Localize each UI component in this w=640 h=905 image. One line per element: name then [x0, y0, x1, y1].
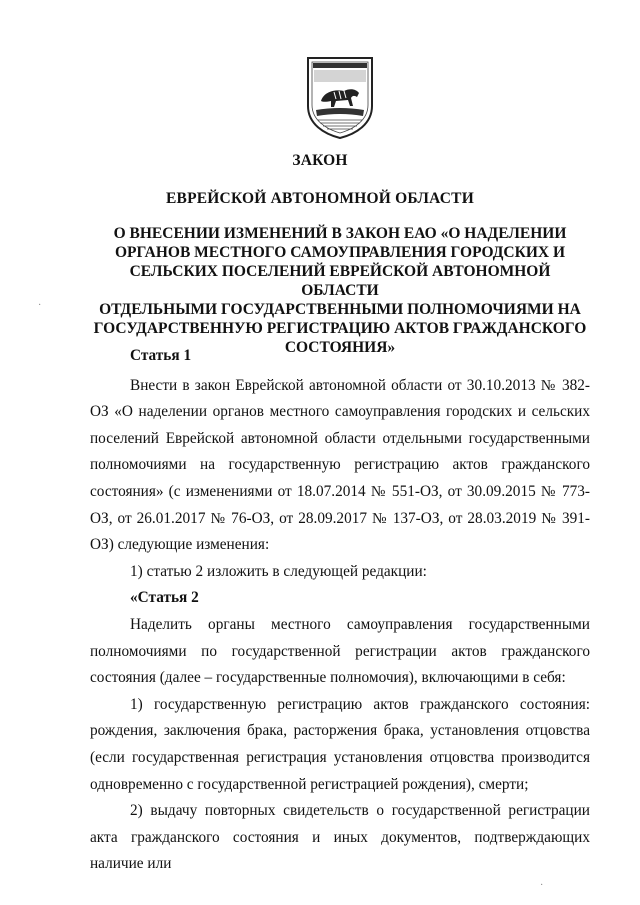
law-title: ЗАКОН	[292, 152, 348, 169]
paragraph-change-1: 1) статью 2 изложить в следующей редакции:	[130, 562, 427, 580]
coat-of-arms-emblem	[304, 54, 376, 140]
amendment-title-line: ОРГАНОВ МЕСТНОГО САМОУПРАВЛЕНИЯ ГОРОДСКИХ И	[114, 244, 566, 261]
margin-mark: ·	[540, 880, 544, 891]
paragraph-amendment-intro: Внести в закон Еврейской автономной области от 30.10.2013 № 382-ОЗ «О наделении органов местного самоуправления городских и сельских поселений Еврейской автономной области отдельными государственными полномочиями на государственную регистрацию актов гражданского состояния» (с изменениями от 18.07.2014 № 551-ОЗ, от 30.09.2015 № 773-ОЗ, от 26.01.2017 № 76-ОЗ, от 28.09.2017 № 137-ОЗ, от 28.03.2019 № 391-ОЗ) следующие изменения:	[90, 376, 590, 554]
amendment-title-line: СЕЛЬСКИХ ПОСЕЛЕНИЙ ЕВРЕЙСКОЙ АВТОНОМНОЙ ОБЛАСТИ	[129, 263, 551, 299]
amendment-title-line: ГОСУДАРСТВЕННУЮ РЕГИСТРАЦИЮ АКТОВ ГРАЖДАНСКОГО	[93, 320, 587, 337]
amendment-title-line: О ВНЕСЕНИИ ИЗМЕНЕНИЙ В ЗАКОН ЕАО «О НАДЕЛЕНИИ	[113, 225, 567, 242]
article-1-heading: Статья 1	[130, 347, 192, 364]
amendment-title	[90, 224, 590, 357]
region-title: ЕВРЕЙСКОЙ АВТОНОМНОЙ ОБЛАСТИ	[166, 190, 474, 207]
paragraph-empower: Наделить органы местного самоуправления государственными полномочиями по государственной регистрации актов гражданского состояния (далее – государственные полномочия), включающими в себя:	[90, 615, 590, 687]
amendment-title-line: ОТДЕЛЬНЫМИ ГОСУДАРСТВЕННЫМИ ПОЛНОМОЧИЯМИ НА	[99, 301, 581, 318]
paragraph-item-2: 2) выдачу повторных свидетельств о государственной регистрации акта гражданского состояния и иных документов, подтверждающих наличие или	[90, 802, 590, 873]
law-body	[90, 343, 590, 878]
paragraph-item-1: 1) государственную регистрацию актов гражданского состояния: рождения, заключения брака, расторжения брака, установления отцовства (если государственная регистрация установления отцовства производится одновременно с государственной регистрацией рождения), смерти;	[90, 695, 590, 793]
amendment-title-line: СОСТОЯНИЯ»	[284, 339, 396, 356]
article-2-heading: «Статья 2	[130, 589, 199, 607]
margin-mark: ·	[38, 300, 42, 311]
